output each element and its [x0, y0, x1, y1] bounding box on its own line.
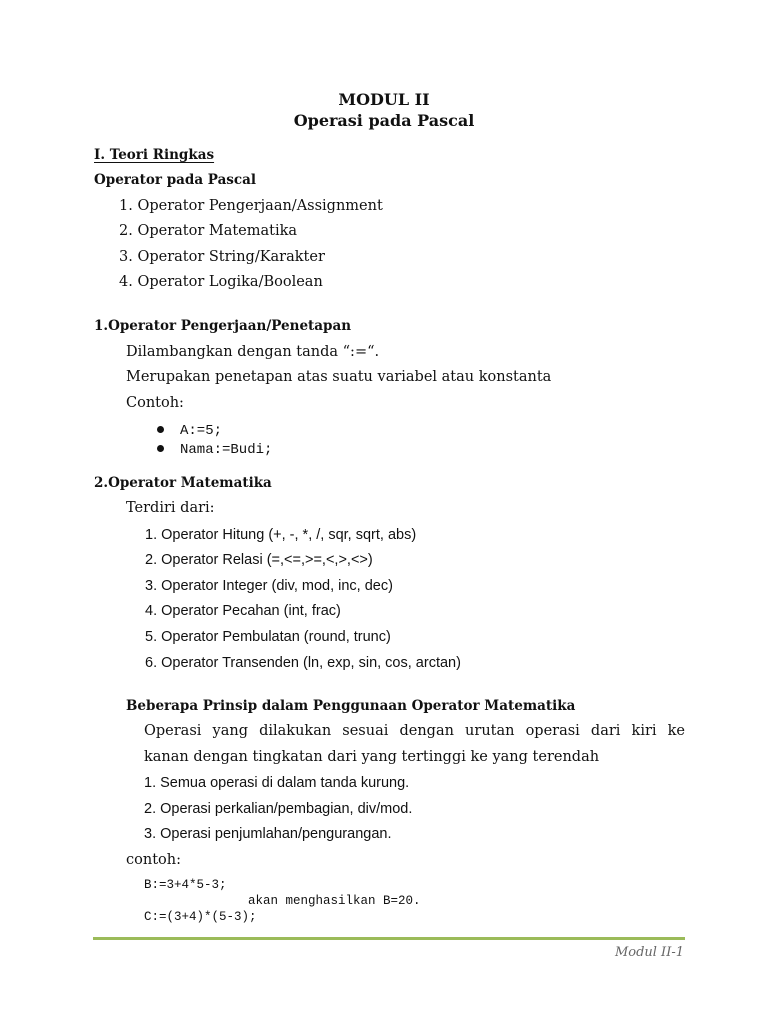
paragraph-line: Dilambangkan dengan tanda “:=“.	[126, 344, 380, 360]
paragraph-line: Terdiri dari:	[126, 500, 215, 516]
module-subtitle: Operasi pada Pascal	[293, 111, 475, 130]
list-item: 4. Operator Logika/Boolean	[119, 274, 323, 290]
code-line: C:=(3+4)*(5-3);	[144, 910, 257, 924]
list-item: 1. Operator Pengerjaan/Assignment	[119, 198, 383, 214]
paragraph-line: Operasi yang dilakukan sesuai dengan urutan operasi dari kiri ke	[144, 723, 685, 739]
section-heading-teori: I. Teori Ringkas	[94, 147, 215, 163]
list-item: 4. Operator Pecahan (int, frac)	[145, 603, 341, 619]
footer-divider	[93, 937, 685, 940]
page-footer: Modul II-1	[614, 945, 684, 960]
list-item: 5. Operator Pembulatan (round, trunc)	[145, 629, 391, 645]
example-bullet	[157, 423, 222, 439]
section-heading-prinsip: Beberapa Prinsip dalam Penggunaan Operator Matematika	[126, 698, 576, 714]
code-line: B:=3+4*5-3;	[144, 878, 227, 892]
paragraph-line: Contoh:	[126, 395, 184, 411]
list-item: 3. Operator Integer (div, mod, inc, dec)	[145, 578, 393, 594]
subheading-operator-pascal: Operator pada Pascal	[94, 172, 257, 188]
code-line: akan menghasilkan B=20.	[248, 894, 421, 908]
paragraph-line: contoh:	[126, 852, 181, 868]
example-bullet	[157, 442, 272, 458]
paragraph-line: kanan dengan tingkatan dari yang tertinggi ke yang terendah	[144, 749, 600, 765]
module-title: MODUL II	[338, 90, 430, 109]
list-item: 6. Operator Transenden (ln, exp, sin, cos, arctan)	[145, 655, 461, 671]
paragraph-line: Merupakan penetapan atas suatu variabel atau konstanta	[126, 369, 552, 385]
example-code: Nama:=Budi;	[180, 442, 273, 458]
list-item: 2. Operator Relasi (=,<=,>=,<,>,<>)	[145, 552, 373, 568]
section-heading-matematika: 2.Operator Matematika	[94, 475, 272, 491]
list-item: 2. Operator Matematika	[119, 223, 298, 239]
list-item: 1. Operator Hitung (+, -, *, /, sqr, sqrt, abs)	[145, 527, 417, 543]
rule-item: 3. Operasi penjumlahan/pengurangan.	[144, 826, 392, 842]
rule-item: 2. Operasi perkalian/pembagian, div/mod.	[144, 801, 413, 817]
rule-item: 1. Semua operasi di dalam tanda kurung.	[144, 775, 410, 791]
bullet-dot-icon	[157, 426, 164, 433]
example-code: A:=5;	[180, 423, 223, 439]
bullet-dot-icon	[157, 445, 164, 452]
list-item: 3. Operator String/Karakter	[119, 249, 325, 265]
section-heading-pengerjaan: 1.Operator Pengerjaan/Penetapan	[94, 318, 352, 334]
